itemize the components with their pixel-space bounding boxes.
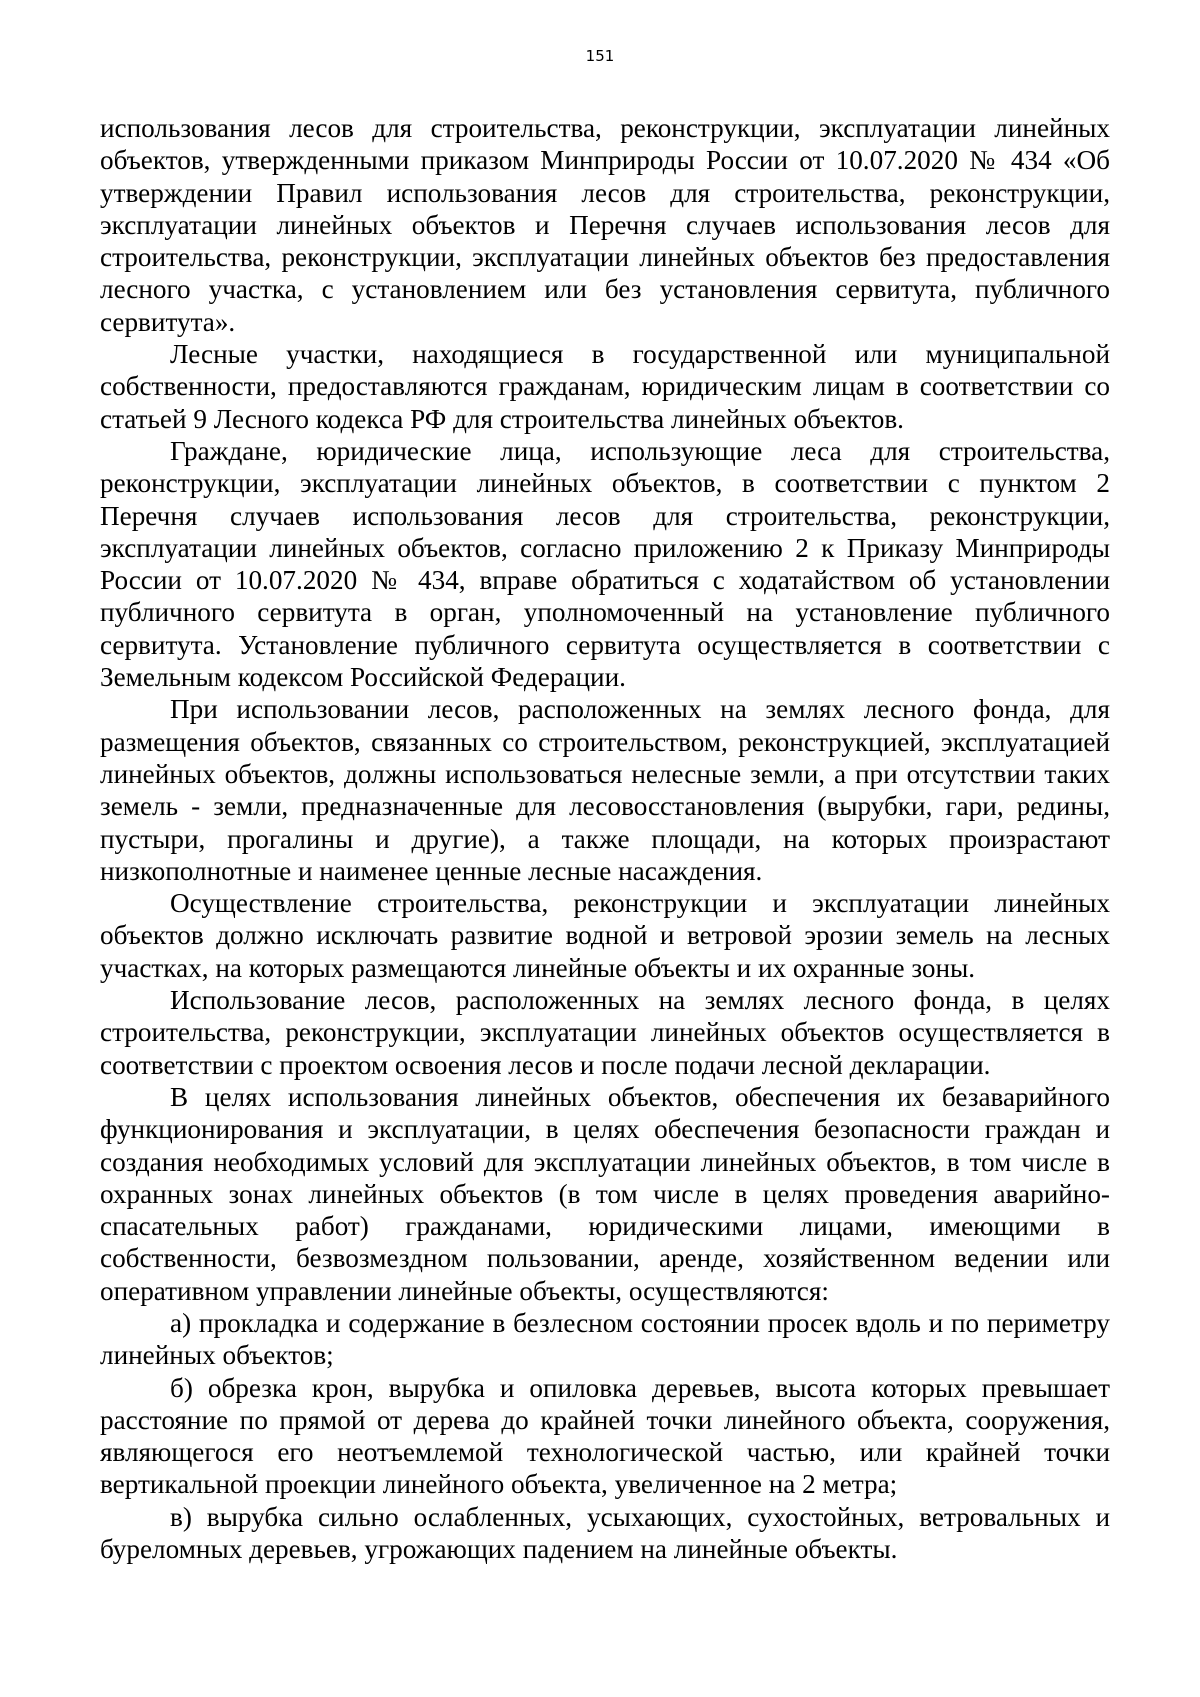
paragraph-continuation: использования лесов для строительства, реконструкции, эксплуатации линейных объектов, утвержденными приказом Минприроды России от 10.07.2020 № 434 «Об утверждении Правил использования лесов для строительства, реконструкции, эксплуатации линейных объектов и Перечня случаев использования лесов для строительства, реконструкции, эксплуатации линейных объектов без предоставления лесного участка, с установлением или без установления сервитута, публичного сервитута». [100,113,1110,337]
paragraph-linear-objects-use: В целях использования линейных объектов, обеспечения их безаварийного функционирования и эксплуатации, в целях обеспечения безопасности граждан и создания необходимых условий для эксплуатации линейных объектов, в том числе в охранных зонах линейных объектов (в том числе в целях проведения аварийно-спасательных работ) гражданами, юридическими лицами, имеющими в собственности, безвозмездном пользовании, аренде, хозяйственном ведении или оперативном управлении линейные объекты, осуществляются: [100,1081,1110,1306]
list-item-b: б) обрезка крон, вырубка и опиловка деревьев, высота которых превышает расстояние по прямой от дерева до крайней точки линейного объекта, сооружения, являющегося его неотъемлемой технологической частью, или крайней точки вертикальной проекции линейного объекта, увеличенное на 2 метра; [100,1372,1110,1500]
paragraph-public-servitude: Граждане, юридические лица, использующие леса для строительства, реконструкции, эксплуатации линейных объектов, в соответствии с пунктом 2 Перечня случаев использования лесов для строительства, реконструкции, эксплуатации линейных объектов, согласно приложению 2 к Приказу Минприроды России от 10.07.2020 № 434, вправе обратиться с ходатайством об установлении публичного сервитута в орган, уполномоченный на установление публичного сервитута. Установление публичного сервитута осуществляется в соответствии с Земельным кодексом Российской Федерации. [100,435,1110,693]
list-item-a: а) прокладка и содержание в безлесном состоянии просек вдоль и по периметру линейных объектов; [100,1307,1110,1371]
list-item-v: в) вырубка сильно ослабленных, усыхающих, сухостойных, ветровальных и буреломных деревьев, угрожающих падением на линейные объекты. [100,1501,1110,1565]
page-number: 151 [585,47,615,65]
paragraph-non-forest-lands: При использовании лесов, расположенных на землях лесного фонда, для размещения объектов, связанных со строительством, реконструкцией, эксплуатацией линейных объектов, должны использоваться нелесные земли, а при отсутствии таких земель - земли, предназначенные для лесовосстановления (вырубки, гари, редины, пустыри, прогалины и другие), а также площади, на которых произрастают низкополнотные и наименее ценные лесные насаждения. [100,694,1110,886]
paragraph-forest-plots: Лесные участки, находящиеся в государственной или муниципальной собственности, предоставляются гражданам, юридическим лицам в соответствии со статьей 9 Лесного кодекса РФ для строительства линейных объектов. [100,339,1110,434]
paragraph-erosion: Осуществление строительства, реконструкции и эксплуатации линейных объектов должно исключать развитие водной и ветровой эрозии земель на лесных участках, на которых размещаются линейные объекты и их охранные зоны. [100,888,1110,983]
document-body [100,112,1110,1565]
paragraph-forest-declaration: Использование лесов, расположенных на землях лесного фонда, в целях строительства, реконструкции, эксплуатации линейных объектов осуществляется в соответствии с проектом освоения лесов и после подачи лесной декларации. [100,985,1110,1080]
